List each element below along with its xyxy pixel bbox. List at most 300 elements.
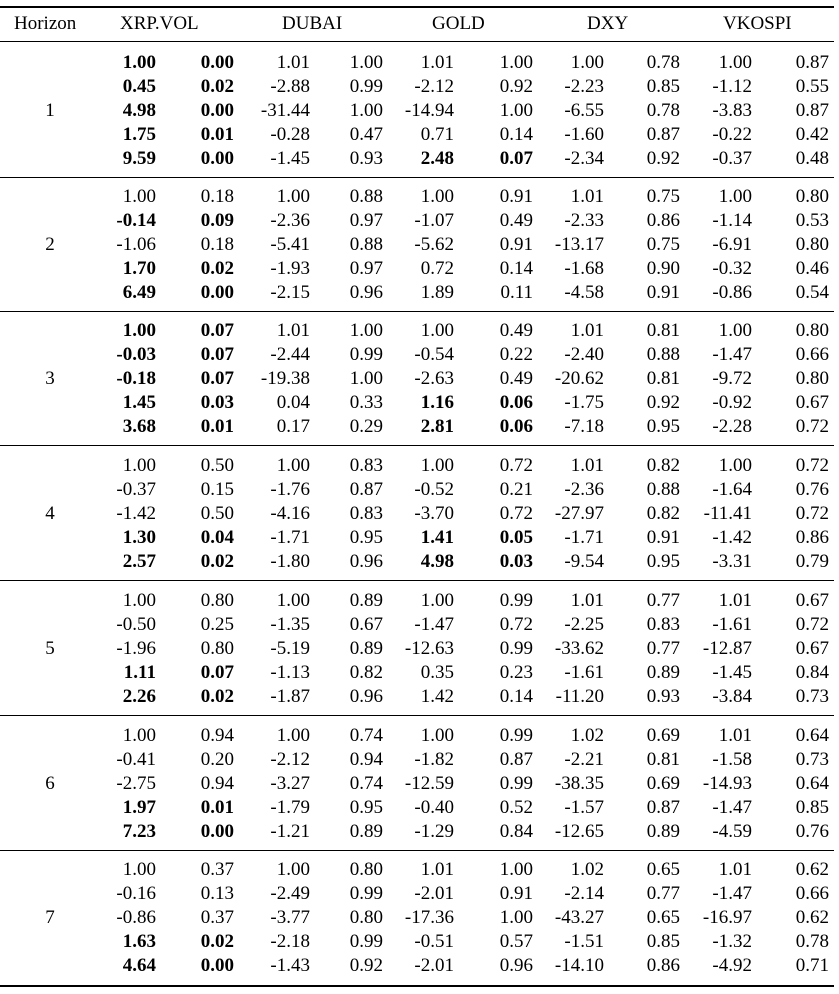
table-cell: -3.84 [712,686,752,707]
table-cell: 0.07 [200,320,234,341]
table-cell: 0.90 [646,258,680,279]
table-cell: 1.70 [122,258,156,279]
table-cell: 0.87 [795,100,829,121]
table-cell: -2.28 [712,416,752,437]
header-dubai: DUBAI [282,13,343,34]
table-cell: 0.00 [200,100,234,121]
table-cell: 1.00 [122,320,156,341]
table-cell: -19.38 [260,368,310,389]
table-cell: -0.50 [116,614,156,635]
table-cell: 0.82 [349,662,383,683]
table-cell: 0.49 [499,320,533,341]
table-cell: -1.96 [116,638,156,659]
horizon-label: 6 [45,773,55,794]
table-cell: -0.37 [116,479,156,500]
table-cell: -5.19 [270,638,310,659]
table-cell: -31.44 [260,100,310,121]
table-cell: -1.76 [270,479,310,500]
table-cell: 0.91 [499,234,533,255]
header-xrp-vol: XRP.VOL [120,13,199,34]
table-cell: 0.80 [200,590,234,611]
table-cell: -2.12 [270,749,310,770]
table-cell: 0.04 [200,527,234,548]
table-cell: -2.23 [564,76,604,97]
table-cell: 1.00 [570,52,604,73]
table-cell: -27.97 [554,503,604,524]
table-cell: 0.99 [349,931,383,952]
table-cell: 0.80 [795,234,829,255]
table-cell: 0.72 [420,258,454,279]
table-cell: 0.87 [499,749,533,770]
table-cell: -2.33 [564,210,604,231]
table-cell: 1.00 [122,859,156,880]
table-cell: 0.64 [795,725,829,746]
table-cell: 0.07 [200,344,234,365]
table-cell: 0.02 [200,76,234,97]
table-cell: 0.49 [499,368,533,389]
table-cell: 0.09 [200,210,234,231]
table-cell: -1.61 [712,614,752,635]
table-cell: 0.25 [200,614,234,635]
table-cell: 0.00 [200,955,234,976]
table-cell: 0.49 [499,210,533,231]
table-cell: 0.69 [646,773,680,794]
table-cell: 0.21 [499,479,533,500]
table-cell: 0.99 [499,590,533,611]
table-cell: -1.06 [116,234,156,255]
table-cell: -1.60 [564,124,604,145]
table-cell: 9.59 [122,148,156,169]
table-cell: 0.95 [349,797,383,818]
table-cell: 0.83 [349,455,383,476]
table-cell: -2.63 [414,368,454,389]
table-cell: 0.75 [646,186,680,207]
table-cell: 1.01 [570,590,604,611]
table-cell: 0.73 [795,749,829,770]
group-separator [0,177,834,178]
table-cell: 1.00 [499,859,533,880]
group-separator [0,715,834,716]
table-cell: 0.72 [795,503,829,524]
table-cell: 0.96 [349,551,383,572]
table-cell: 0.67 [349,614,383,635]
table-cell: -4.16 [270,503,310,524]
table-cell: -0.37 [712,148,752,169]
table-cell: 0.14 [499,686,533,707]
table-cell: 0.33 [349,392,383,413]
table-cell: 0.67 [795,590,829,611]
table-cell: 0.96 [349,686,383,707]
table-cell: 0.06 [499,392,533,413]
table-cell: 4.64 [122,955,156,976]
table-cell: 2.26 [122,686,156,707]
table-cell: -0.52 [414,479,454,500]
table-cell: 0.75 [646,234,680,255]
table-cell: 0.54 [795,282,829,303]
table-cell: 0.95 [349,527,383,548]
table-cell: -1.64 [712,479,752,500]
table-cell: -1.57 [564,797,604,818]
group-separator [0,445,834,446]
table-cell: -2.01 [414,955,454,976]
table-cell: 0.07 [499,148,533,169]
table-cell: 0.84 [499,821,533,842]
table-cell: 1.00 [499,100,533,121]
table-cell: -0.18 [116,368,156,389]
table-cell: 1.00 [499,52,533,73]
table-cell: 0.11 [500,282,533,303]
horizon-label: 7 [45,907,55,928]
table-cell: 0.89 [349,821,383,842]
table-cell: -33.62 [554,638,604,659]
table-cell: 0.78 [646,52,680,73]
table-cell: 0.20 [200,749,234,770]
table-cell: 0.64 [795,773,829,794]
table-cell: 0.55 [795,76,829,97]
table-cell: 0.02 [200,686,234,707]
table-cell: -38.35 [554,773,604,794]
table-cell: 0.00 [200,148,234,169]
table-cell: 1.00 [276,590,310,611]
table-cell: 1.00 [349,368,383,389]
table-cell: -12.63 [404,638,454,659]
table-cell: -2.18 [270,931,310,952]
table-cell: -1.07 [414,210,454,231]
table-cell: 0.67 [795,638,829,659]
table-cell: -0.32 [712,258,752,279]
table-cell: 0.17 [276,416,310,437]
horizon-label: 5 [45,638,55,659]
table-cell: 0.02 [200,931,234,952]
table-cell: -2.49 [270,883,310,904]
table-cell: 1.00 [122,186,156,207]
table-cell: -1.13 [270,662,310,683]
table-cell: 0.88 [646,344,680,365]
table-cell: -0.41 [116,749,156,770]
table-cell: -0.40 [414,797,454,818]
table-cell: -1.80 [270,551,310,572]
table-cell: 0.93 [349,148,383,169]
table-cell: 1.01 [420,52,454,73]
table-cell: 0.37 [200,859,234,880]
table-cell: -3.77 [270,907,310,928]
table-cell: -1.61 [564,662,604,683]
table-cell: 1.00 [276,186,310,207]
table-cell: 1.01 [718,590,752,611]
table-cell: 1.00 [718,186,752,207]
table-cell: 0.81 [646,320,680,341]
table-cell: -3.31 [712,551,752,572]
table-cell: -14.94 [404,100,454,121]
table-cell: -7.18 [564,416,604,437]
table-cell: -1.47 [414,614,454,635]
table-cell: 0.77 [646,883,680,904]
table-cell: 0.57 [499,931,533,952]
table-cell: 4.98 [420,551,454,572]
table-cell: 7.23 [122,821,156,842]
table-cell: -2.36 [270,210,310,231]
table-cell: -0.28 [270,124,310,145]
table-cell: -4.58 [564,282,604,303]
table-cell: 0.74 [349,773,383,794]
table-cell: 0.92 [499,76,533,97]
header-vkospi: VKOSPI [723,13,792,34]
table-cell: -11.41 [703,503,752,524]
table-cell: 0.00 [200,821,234,842]
table-cell: -0.14 [116,210,156,231]
table-cell: 3.68 [122,416,156,437]
table-cell: 0.15 [200,479,234,500]
table-cell: 0.91 [499,883,533,904]
table-cell: -6.91 [712,234,752,255]
table-cell: 0.53 [795,210,829,231]
table-cell: 0.84 [795,662,829,683]
table-cell: -20.62 [554,368,604,389]
table-cell: -6.55 [564,100,604,121]
table-cell: 0.72 [795,455,829,476]
table-cell: -2.36 [564,479,604,500]
table-cell: 0.03 [200,392,234,413]
table-cell: -1.79 [270,797,310,818]
table-cell: 1.01 [718,859,752,880]
table-cell: -1.14 [712,210,752,231]
table-cell: 0.45 [122,76,156,97]
table-cell: 1.00 [420,320,454,341]
table-cell: 0.23 [499,662,533,683]
table-cell: 0.04 [276,392,310,413]
table-cell: 0.89 [349,590,383,611]
table-cell: 0.97 [349,210,383,231]
table-cell: -0.22 [712,124,752,145]
table-cell: -2.40 [564,344,604,365]
table-cell: 0.80 [349,859,383,880]
table-cell: -14.10 [554,955,604,976]
table-cell: 4.98 [122,100,156,121]
table-cell: 0.94 [200,725,234,746]
table-cell: -1.51 [564,931,604,952]
table-cell: 0.82 [646,455,680,476]
table-cell: 0.13 [200,883,234,904]
table-cell: 1.02 [570,859,604,880]
table-cell: 1.02 [570,725,604,746]
table-cell: 0.99 [349,344,383,365]
table-cell: -14.93 [702,773,752,794]
table-cell: 0.50 [200,503,234,524]
table-cell: 0.92 [646,148,680,169]
table-cell: 1.00 [349,100,383,121]
table-cell: 0.01 [200,416,234,437]
table-cell: 1.01 [570,320,604,341]
table-cell: 0.14 [499,258,533,279]
horizon-label: 2 [45,234,55,255]
table-cell: -1.71 [270,527,310,548]
table-cell: 1.42 [420,686,454,707]
horizon-label: 1 [45,100,55,121]
table-cell: -1.87 [270,686,310,707]
table-cell: 0.62 [795,859,829,880]
table-cell: -0.86 [712,282,752,303]
table-cell: 1.00 [718,455,752,476]
table-cell: 0.82 [646,503,680,524]
table-cell: 0.66 [795,344,829,365]
table-cell: 1.16 [420,392,454,413]
table-cell: -1.42 [116,503,156,524]
table-cell: 1.01 [718,725,752,746]
table-cell: 0.99 [499,773,533,794]
table-cell: 1.00 [276,725,310,746]
table-cell: 0.06 [499,416,533,437]
table-cell: 0.91 [499,186,533,207]
table-cell: -1.21 [270,821,310,842]
table-cell: -2.44 [270,344,310,365]
table-cell: 0.88 [646,479,680,500]
table-cell: 0.92 [349,955,383,976]
table-cell: -16.97 [702,907,752,928]
table-cell: 0.73 [795,686,829,707]
table-cell: -12.87 [702,638,752,659]
table-cell: -1.75 [564,392,604,413]
table-cell: 0.80 [795,368,829,389]
table-cell: 0.91 [646,527,680,548]
table-cell: 0.89 [646,662,680,683]
table-cell: 0.72 [795,614,829,635]
top-rule [0,6,834,8]
table-cell: -13.17 [554,234,604,255]
table-cell: 1.89 [420,282,454,303]
table-cell: -4.92 [712,955,752,976]
group-separator [0,580,834,581]
header-gold: GOLD [432,13,485,34]
table-cell: 0.29 [349,416,383,437]
table-cell: 0.81 [646,368,680,389]
table-cell: 0.83 [646,614,680,635]
table-cell: 0.86 [646,210,680,231]
table-cell: 0.94 [349,749,383,770]
table-cell: 1.01 [570,455,604,476]
table-cell: 0.71 [795,955,829,976]
table-cell: -1.47 [712,344,752,365]
table-cell: 0.42 [795,124,829,145]
table-cell: 0.96 [499,955,533,976]
table-cell: 0.62 [795,907,829,928]
table-cell: -0.03 [116,344,156,365]
table-cell: 0.95 [646,551,680,572]
table-cell: 1.01 [276,52,310,73]
table-cell: 0.88 [349,186,383,207]
table-cell: 1.00 [718,52,752,73]
table-cell: -9.54 [564,551,604,572]
table-cell: -0.92 [712,392,752,413]
table-cell: 1.01 [276,320,310,341]
table-cell: 1.00 [276,455,310,476]
table-cell: 0.77 [646,590,680,611]
table-cell: -4.59 [712,821,752,842]
table-cell: -2.34 [564,148,604,169]
table-cell: 0.01 [200,797,234,818]
table-cell: 0.35 [420,662,454,683]
table-cell: 0.78 [795,931,829,952]
table-cell: -0.16 [116,883,156,904]
table-cell: 1.00 [122,590,156,611]
table-cell: -1.43 [270,955,310,976]
table-cell: 0.85 [646,931,680,952]
table-cell: 0.77 [646,638,680,659]
table-cell: 0.07 [200,662,234,683]
table-cell: 0.69 [646,725,680,746]
table-cell: 0.88 [349,234,383,255]
table-cell: 1.45 [122,392,156,413]
table-cell: 0.00 [200,52,234,73]
table-cell: 0.52 [499,797,533,818]
table-cell: 0.72 [499,614,533,635]
table-cell: 0.99 [499,638,533,659]
group-separator [0,311,834,312]
table-cell: -1.47 [712,797,752,818]
table-cell: 0.71 [420,124,454,145]
table-cell: -1.71 [564,527,604,548]
table-cell: 1.00 [349,320,383,341]
table-cell: -1.68 [564,258,604,279]
table-cell: 0.96 [349,282,383,303]
table-cell: -3.27 [270,773,310,794]
table-cell: -2.25 [564,614,604,635]
table-cell: 0.83 [349,503,383,524]
table-cell: 0.01 [200,124,234,145]
table-cell: 0.91 [646,282,680,303]
table-cell: 0.07 [200,368,234,389]
table-cell: 0.50 [200,455,234,476]
table-cell: 0.14 [499,124,533,145]
table-cell: -1.42 [712,527,752,548]
table-cell: 0.80 [200,638,234,659]
table-cell: -1.35 [270,614,310,635]
table-cell: -5.41 [270,234,310,255]
table-cell: -1.12 [712,76,752,97]
table-cell: 0.72 [499,455,533,476]
group-separator [0,850,834,851]
table-cell: -17.36 [404,907,454,928]
table-cell: 0.99 [349,76,383,97]
table-cell: 0.74 [349,725,383,746]
table-cell: 0.76 [795,821,829,842]
table-cell: 1.00 [420,590,454,611]
horizon-label: 3 [45,368,55,389]
table-cell: -1.32 [712,931,752,952]
table-cell: 1.00 [122,455,156,476]
table-cell: 1.00 [349,52,383,73]
table-cell: 2.48 [420,148,454,169]
table-cell: 0.67 [795,392,829,413]
table-cell: 6.49 [122,282,156,303]
table-cell: 0.48 [795,148,829,169]
table-cell: -1.58 [712,749,752,770]
table-cell: 0.02 [200,551,234,572]
table-cell: 0.87 [646,797,680,818]
table-cell: 1.00 [420,725,454,746]
table-cell: 0.66 [795,883,829,904]
table-cell: 0.89 [349,638,383,659]
table-cell: 0.79 [795,551,829,572]
table-cell: 0.94 [200,773,234,794]
table-cell: -2.21 [564,749,604,770]
table-cell: -0.86 [116,907,156,928]
table-cell: -0.51 [414,931,454,952]
table-cell: 0.93 [646,686,680,707]
table-cell: -1.47 [712,883,752,904]
table-cell: -2.15 [270,282,310,303]
table-cell: 0.78 [646,100,680,121]
table-cell: -1.93 [270,258,310,279]
